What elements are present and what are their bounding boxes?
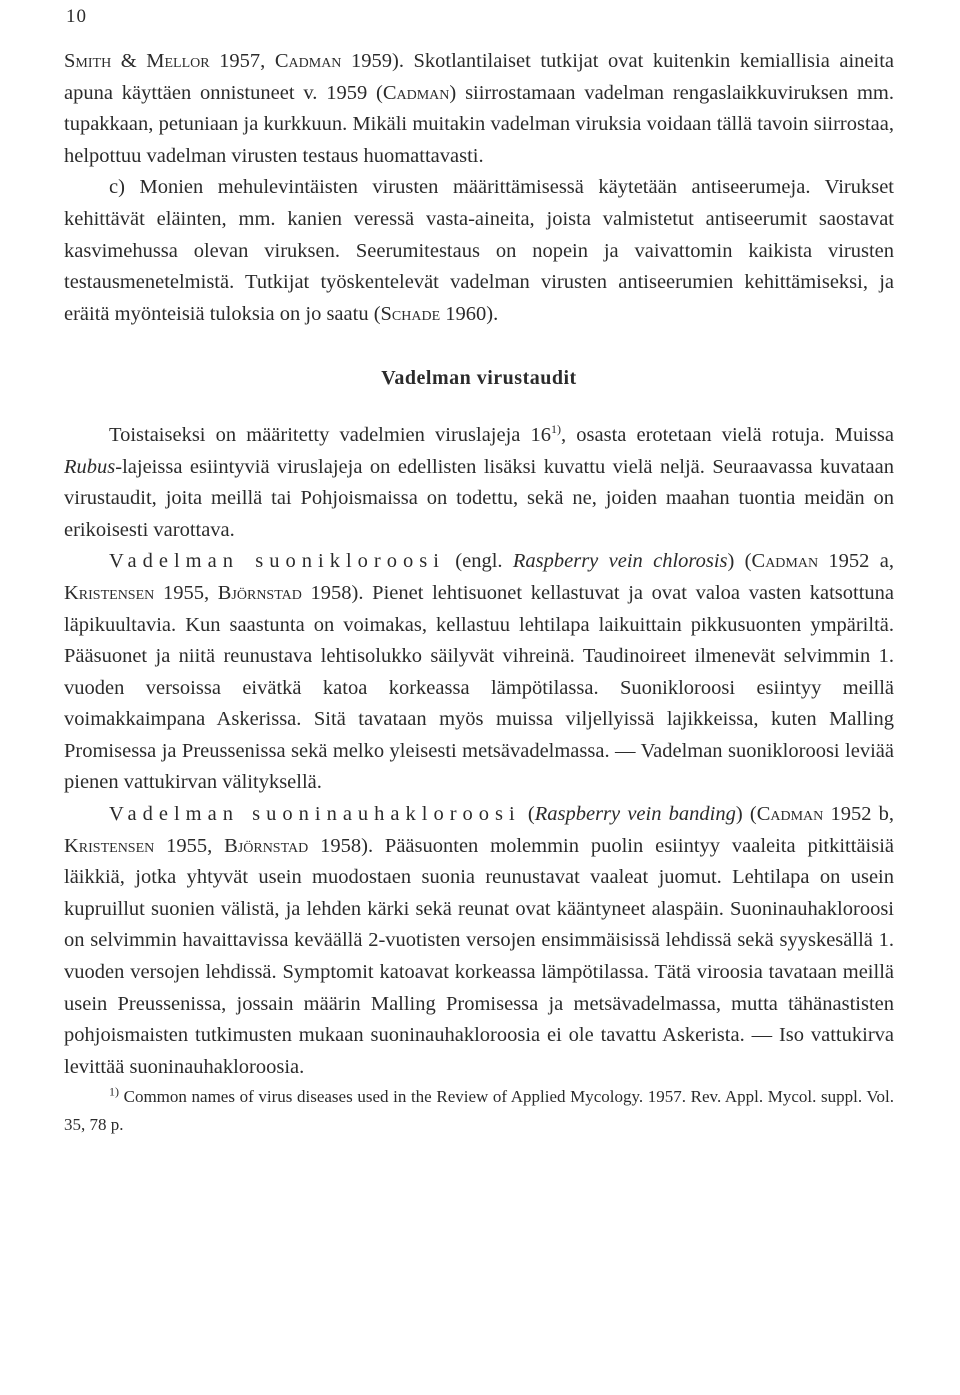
genus-name: Rubus [64,455,116,478]
paragraph-5: Vadelman suoninauhakloroosi (Raspberry vein banding) (Cadman 1952 b, Kristensen 1955, Björnstad 1958). Pääsuonten molemmin puolin esiintyy vaaleita pitkittäisiä läikkiä, jotka yhtyvät usein muodostaen suonia reunustavat vaaleat juomut. Lehtilapa on usein kupruillut suonien välistä, ja lehden kärki sekä reunat ovat kääntyneet alaspäin. Suoninauhakloroosi on selvimmin havaittavissa keväällä 2-vuotisten versojen ensimmäisissä lehdissä sekä syyskesällä 1. vuoden versojen lehdissä. Symptomit katoavat korkeassa lämpötilassa. Tätä viroosia tavataan meillä usein Preussenissa, jossain määrin Malling Promisessa ja metsävadelmassa, mutta tähänastisten pohjoismaisten tutkimusten mukaan suoninauhakloroosia ei ole tavattu Askerista. — Iso vattukirva levittää suoninauhakloroosia. [64,803,895,1078]
paragraph-3: Toistaiseksi on määritetty vadelmien viruslajeja 16$^{1)}$, osasta erotetaan vielä rotuja. Muissa Rubus-lajeissa esiintyviä viruslajeja on edellisten lisäksi kuvattu vielä neljä. Seuraavassa kuvataan virustaudit, joita meillä tai Pohjoismaissa on todettu, sekä ne, joiden maahan tuontia meidän on erikoisesti varottava. [64,422,894,541]
english-name: Raspberry vein chlorosis [512,550,728,573]
paragraph-2: c) Monien mehulevintäisten virusten määrittämisessä käytetään antiseerumeja. Virukset kehittävät eläinten, mm. kanien veressä vasta-aineita, joista valmistetut antiseerumit saostavat kasvimehussa olevan viruksen. Seerumitestaus on nopein ja vaivattomin kaikista virusten testausmenetelmistä. Tutkijat työskentelevät vadelman virusten antiseerumien kehittämiseksi, ja eräitä myönteisiä tuloksia on jo saatu (Schade 1960). [64,176,894,325]
footnote [64,1083,894,1139]
paragraph-1: Smith & Mellor 1957, Cadman 1959). Skotlantilaiset tutkijat ovat kuitenkin kemiallisia aineita apuna käyttäen onnistuneet v. 1959 (Cadman) siirrostamaan vadelman rengaslaikkuviruksen mm. tupakkaan, petuniaan ja kurkkuun. Mikäli muitakin vadelman viruksia voidaan tällä tavoin siirrostaa, helpottuu vadelman virusten testaus huomattavasti. [64,50,894,167]
author-name: Mellor [146,50,210,72]
disease-name: Vadelman suoninauhakloroosi [109,803,521,826]
paragraph-4: Vadelman suonikloroosi (engl. Raspberry vein chlorosis) (Cadman 1952 a, Kristensen 1955, Björnstad 1958). Pienet lehtisuonet kellastuvat ja ovat valoa vasten katsottuna läpikuultavia. Kun saastunta on voimakas, kellastuu lehtilapa laikuittain pikkusuonten ympäriltä. Pääsuonet ja niitä reunustava lehtisolukko säilyvät vihreinä. Taudinoireet ilmenevät selvimmin 1. vuoden versoissa eivätkä katoa korkeassa lämpötilassa. Suonikloroosi esiintyy meillä voimakkaimpana Askerissa. Sitä tavataan myös muissa viljellyissä lajikkeissa, kuten Malling Promisessa ja Preussenissa sekä melko yleisesti metsävadelmassa. — Vadelman suonikloroosi leviää pienen vattukirvan välityksellä. [64,550,895,794]
english-name: Raspberry vein banding [534,803,736,826]
footnote-marker: 1) [109,1084,119,1099]
author-name: Björnstad [217,581,302,604]
author-name: Smith [64,50,112,72]
author-name: Kristensen [64,834,155,857]
disease-name: Vadelman suonikloroosi [109,550,445,573]
body-text [64,46,894,1139]
footnote-marker: 1) [551,422,562,437]
author-name: Cadman [382,81,450,104]
author-name: Björnstad [224,834,309,857]
author-name: Kristensen [64,581,155,604]
page-number: 10 [66,6,87,27]
author-name: Cadman [274,50,342,72]
author-name: Cadman [751,550,819,573]
footnote-text: Common names of virus diseases used in the Review of Applied Mycology. 1957. Rev. Appl. Mycol. suppl. Vol. 35, 78 p. [64,1087,894,1135]
author-name: Schade [380,302,441,325]
author-name: Cadman [756,803,824,826]
section-heading: Vadelman virustaudit [381,367,577,390]
